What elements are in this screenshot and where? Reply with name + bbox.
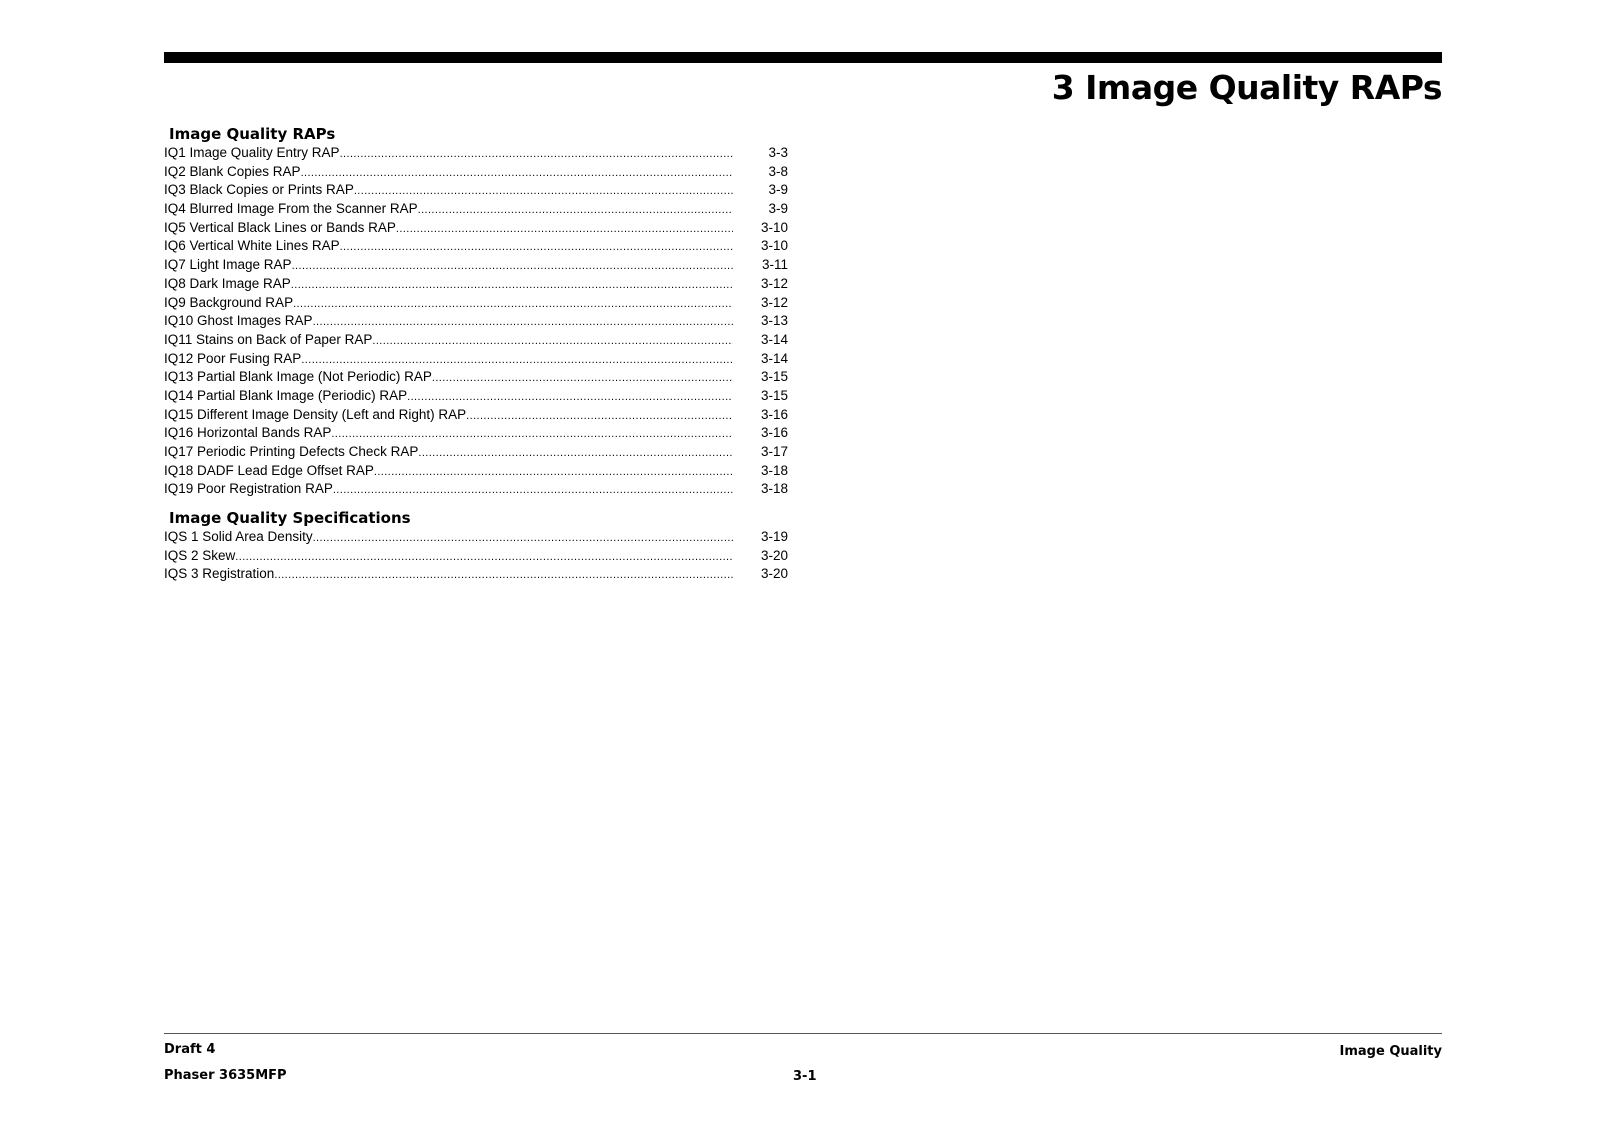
dot-leader: [372, 332, 733, 351]
toc-entry[interactable]: [164, 181, 788, 200]
toc-entry-page: 3-15: [760, 387, 788, 403]
footer-product-name: Phaser 3635MFP: [164, 1068, 287, 1083]
toc-entry[interactable]: [164, 256, 788, 275]
dot-leader: [407, 388, 733, 407]
toc-entry[interactable]: [164, 163, 788, 182]
toc-entry[interactable]: [164, 462, 788, 481]
toc-entry-title: IQ17 Periodic Printing Defects Check RAP: [164, 444, 419, 459]
toc-section-heading: Image Quality Specifications: [169, 509, 411, 528]
dot-leader: [374, 463, 733, 482]
section-spacer: [164, 499, 788, 508]
dot-leader: [418, 201, 733, 220]
toc-entry[interactable]: [164, 294, 788, 313]
toc-entry[interactable]: [164, 219, 788, 238]
dot-leader: [293, 295, 733, 314]
toc-entry[interactable]: [164, 312, 788, 331]
toc-entry-title: IQ14 Partial Blank Image (Periodic) RAP: [164, 387, 408, 403]
toc-entry-title: IQ6 Vertical White Lines RAP: [164, 238, 340, 254]
toc-entry-title: IQ15 Different Image Density (Left and Right) RAP: [164, 406, 467, 422]
footer-draft-label: Draft 4: [164, 1042, 216, 1057]
toc-entry-page: 3-10: [760, 219, 788, 235]
dot-leader: [313, 313, 733, 332]
toc-entry-page: 3-14: [760, 350, 788, 366]
toc-entry-page: 3-18: [760, 481, 788, 497]
toc-entry-title: IQS 3 Registration: [164, 566, 275, 582]
toc-entry[interactable]: [164, 275, 788, 294]
dot-leader: [333, 481, 733, 500]
toc-entry[interactable]: [164, 406, 788, 425]
dot-leader: [418, 444, 733, 463]
dot-leader: [331, 425, 733, 444]
dot-leader: [301, 164, 733, 183]
toc-list: [164, 144, 788, 499]
dot-leader: [291, 276, 733, 295]
dot-leader: [235, 548, 733, 567]
toc-list: [164, 528, 788, 584]
toc-entry-page: 3-12: [760, 275, 788, 291]
toc-entry-title: IQ8 Dark Image RAP: [164, 275, 291, 291]
toc-entry-page: 3-9: [768, 201, 788, 217]
dot-leader: [301, 351, 733, 370]
toc-entry-title: IQ18 DADF Lead Edge Offset RAP: [164, 462, 374, 478]
toc-entry-page: 3-17: [760, 444, 788, 459]
toc-entry-title: IQ11 Stains on Back of Paper RAP: [164, 331, 373, 347]
dot-leader: [396, 220, 733, 239]
toc-entry-page: 3-19: [760, 529, 788, 545]
top-rule: [164, 52, 1442, 63]
toc-entry-page: 3-14: [760, 331, 788, 347]
toc-entry-title: IQ10 Ghost Images RAP: [164, 313, 313, 329]
toc-entry-title: IQ2 Blank Copies RAP: [164, 163, 301, 179]
toc-entry-page: 3-12: [760, 294, 788, 310]
dot-leader: [354, 182, 733, 201]
toc-entry-title: IQ9 Background RAP: [164, 294, 294, 310]
toc-entry-page: 3-9: [768, 182, 788, 198]
toc-entry[interactable]: [164, 144, 788, 163]
toc-entry-page: 3-18: [760, 462, 788, 478]
toc-entry[interactable]: [164, 350, 788, 369]
toc-entry[interactable]: [164, 331, 788, 350]
dot-leader: [340, 238, 733, 257]
toc-entry-title: IQS 2 Skew: [164, 547, 236, 563]
toc-entry[interactable]: [164, 443, 788, 462]
toc-entry[interactable]: [164, 368, 788, 387]
dot-leader: [313, 529, 733, 548]
toc-entry[interactable]: [164, 237, 788, 256]
dot-leader: [274, 566, 733, 585]
toc-entry-title: IQ12 Poor Fusing RAP: [164, 350, 302, 366]
footer-rule: [164, 1033, 1442, 1034]
toc-entry[interactable]: [164, 480, 788, 499]
table-of-contents: [164, 124, 788, 584]
chapter-title: 3 Image Quality RAPs: [1051, 68, 1442, 107]
toc-entry[interactable]: [164, 387, 788, 406]
toc-entry-title: IQ1 Image Quality Entry RAP: [164, 145, 340, 160]
toc-entry-page: 3-16: [760, 406, 788, 422]
dot-leader: [340, 145, 733, 164]
toc-entry-page: 3-11: [761, 257, 788, 273]
toc-entry-title: IQ7 Light Image RAP: [164, 257, 292, 273]
dot-leader: [292, 257, 733, 276]
toc-entry-title: IQ19 Poor Registration RAP: [164, 481, 333, 497]
toc-entry-page: 3-8: [768, 163, 788, 179]
toc-section-heading: Image Quality RAPs: [169, 125, 336, 143]
toc-entry[interactable]: [164, 547, 788, 566]
dot-leader: [432, 369, 733, 388]
toc-entry-page: 3-3: [768, 145, 788, 160]
toc-entry[interactable]: [164, 200, 788, 219]
toc-entry-title: IQS 1 Solid Area Density: [164, 529, 313, 545]
toc-entry-title: IQ3 Black Copies or Prints RAP: [164, 182, 354, 198]
footer-page-number: 3-1: [793, 1069, 817, 1084]
toc-entry-title: IQ16 Horizontal Bands RAP: [164, 425, 332, 441]
toc-entry[interactable]: [164, 424, 788, 443]
toc-entry[interactable]: [164, 528, 788, 547]
toc-entry-title: IQ4 Blurred Image From the Scanner RAP: [164, 201, 418, 217]
toc-entry-page: 3-10: [760, 238, 788, 254]
toc-entry-page: 3-15: [760, 369, 788, 385]
dot-leader: [466, 407, 733, 426]
toc-entry-page: 3-20: [760, 566, 788, 582]
footer-section-name: Image Quality: [1339, 1044, 1442, 1059]
toc-entry-title: IQ5 Vertical Black Lines or Bands RAP: [164, 219, 396, 235]
toc-entry-page: 3-16: [760, 425, 788, 441]
toc-entry-title: IQ13 Partial Blank Image (Not Periodic) RAP: [164, 369, 432, 385]
toc-entry[interactable]: [164, 565, 788, 584]
toc-entry-page: 3-13: [760, 313, 788, 329]
toc-entry-page: 3-20: [760, 547, 788, 563]
